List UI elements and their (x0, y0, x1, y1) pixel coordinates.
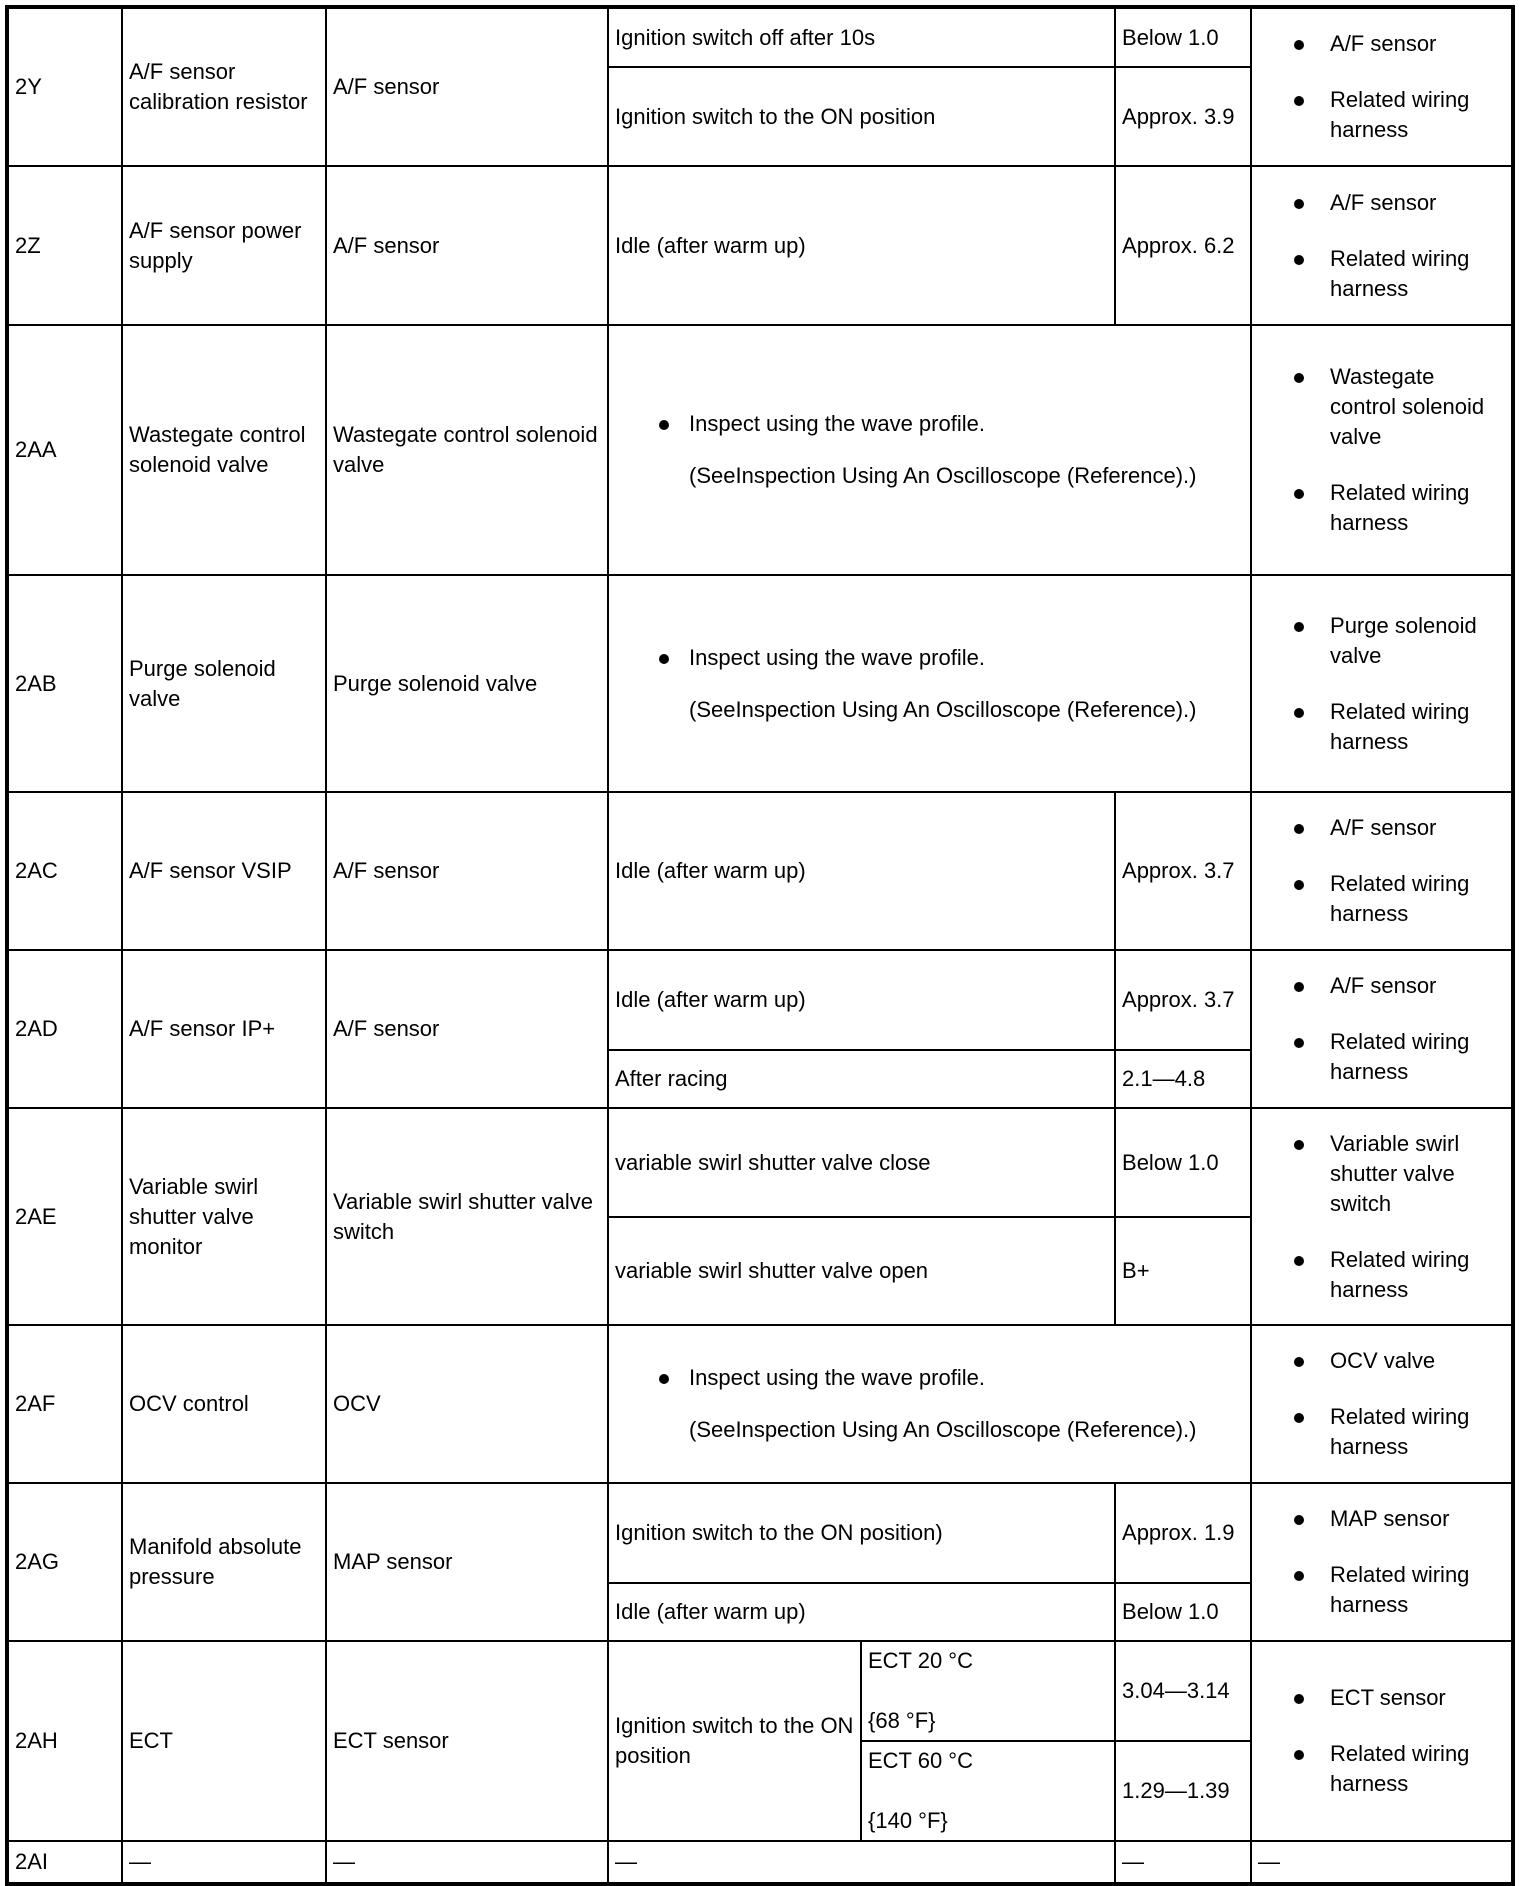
cause-item: Related wiring harness (1258, 869, 1505, 929)
signal-cell: Purge solenoid valve (122, 575, 326, 792)
table-row-2ac (7, 792, 1513, 950)
condition-cell: variable swirl shutter valve close (608, 1108, 1115, 1217)
voltage-cell: B+ (1115, 1217, 1251, 1325)
voltage-cell: Below 1.0 (1115, 7, 1251, 67)
condition-cell: Ignition switch to the ON position (608, 67, 1115, 166)
connected-to-cell: Wastegate control solenoid valve (326, 325, 608, 575)
ect-condition-cell (861, 1641, 1115, 1741)
connected-to-cell: Purge solenoid valve (326, 575, 608, 792)
wave-profile-cell (608, 325, 1251, 575)
bullet-icon (1294, 199, 1304, 209)
oscilloscope-reference-link[interactable]: (SeeInspection Using An Oscilloscope (Reference).) (689, 696, 1197, 722)
condition-cell: After racing (608, 1050, 1115, 1108)
bullet-icon (1294, 40, 1304, 50)
bullet-icon (1294, 489, 1304, 499)
condition-cell: — (608, 1841, 1115, 1884)
condition-cell: Idle (after warm up) (608, 166, 1115, 325)
signal-cell: A/F sensor IP+ (122, 950, 326, 1108)
signal-cell: A/F sensor power supply (122, 166, 326, 325)
cause-item: Related wiring harness (1258, 244, 1505, 304)
possible-cause-cell (1251, 325, 1513, 575)
voltage-cell: Below 1.0 (1115, 1583, 1251, 1641)
bullet-icon (1294, 982, 1304, 992)
bullet-icon (659, 1374, 669, 1384)
possible-cause-cell (1251, 575, 1513, 792)
voltage-cell: Approx. 6.2 (1115, 166, 1251, 325)
condition-cell: Idle (after warm up) (608, 1583, 1115, 1641)
terminal-cell: 2AC (7, 792, 122, 950)
cause-item: A/F sensor (1258, 971, 1505, 1001)
terminal-cell: 2Y (7, 7, 122, 166)
possible-cause-cell (1251, 1483, 1513, 1641)
connected-to-cell: A/F sensor (326, 792, 608, 950)
signal-cell: A/F sensor calibration resistor (122, 7, 326, 166)
terminal-cell: 2Z (7, 166, 122, 325)
connected-to-cell: ECT sensor (326, 1641, 608, 1841)
possible-cause-cell (1251, 950, 1513, 1108)
possible-cause-cell (1251, 1325, 1513, 1483)
signal-cell: Manifold absolute pressure (122, 1483, 326, 1641)
signal-cell: OCV control (122, 1325, 326, 1483)
connected-to-cell: A/F sensor (326, 950, 608, 1108)
connected-to-cell: A/F sensor (326, 166, 608, 325)
bullet-icon (1294, 1750, 1304, 1760)
oscilloscope-reference-link[interactable]: (SeeInspection Using An Oscilloscope (Reference).) (689, 463, 1197, 488)
table-row-2ah (7, 1641, 1513, 1741)
possible-cause-cell (1251, 7, 1513, 166)
signal-cell: Wastegate control solenoid valve (122, 325, 326, 575)
cause-item: ECT sensor (1258, 1683, 1505, 1713)
terminal-cell: 2AF (7, 1325, 122, 1483)
terminal-cell: 2AG (7, 1483, 122, 1641)
cause-item: Related wiring harness (1258, 1739, 1505, 1799)
table-row-2ae (7, 1108, 1513, 1217)
bullet-icon (1294, 1256, 1304, 1266)
voltage-cell: 1.29—1.39 (1115, 1741, 1251, 1841)
bullet-icon (1294, 96, 1304, 106)
possible-cause-cell (1251, 1108, 1513, 1325)
wave-profile-cell (608, 575, 1251, 792)
voltage-cell: 2.1—4.8 (1115, 1050, 1251, 1108)
wave-instruction: Inspect using the wave profile. (689, 644, 985, 670)
wave-instruction: Inspect using the wave profile. (689, 1365, 985, 1390)
table-row-2ad (7, 950, 1513, 1050)
possible-cause-cell (1251, 1641, 1513, 1841)
connected-to-cell: Variable swirl shutter valve switch (326, 1108, 608, 1325)
bullet-icon (1294, 1357, 1304, 1367)
terminal-cell: 2AB (7, 575, 122, 792)
signal-cell: A/F sensor VSIP (122, 792, 326, 950)
table-row-2aa (7, 325, 1513, 575)
cause-item: A/F sensor (1258, 188, 1505, 218)
cause-item: MAP sensor (1258, 1504, 1505, 1534)
terminal-cell: 2AI (7, 1841, 122, 1884)
bullet-icon (1294, 1571, 1304, 1581)
bullet-icon (1294, 1140, 1304, 1150)
ect-temp-celsius: ECT 60 °C (868, 1748, 973, 1773)
cause-item: Related wiring harness (1258, 697, 1505, 757)
cause-item: Variable swirl shutter valve switch (1258, 1129, 1505, 1219)
voltage-cell: Approx. 3.9 (1115, 67, 1251, 166)
possible-cause-cell: — (1251, 1841, 1513, 1884)
bullet-icon (659, 420, 669, 430)
signal-cell: Variable swirl shutter valve monitor (122, 1108, 326, 1325)
cause-item: Related wiring harness (1258, 1245, 1505, 1305)
signal-cell: ECT (122, 1641, 326, 1841)
cause-item: OCV valve (1258, 1346, 1505, 1376)
bullet-icon (659, 654, 669, 664)
ect-temp-fahrenheit: {68 °F} (868, 1708, 936, 1733)
table-row-2ag (7, 1483, 1513, 1583)
table-row-2af (7, 1325, 1513, 1483)
voltage-cell: Below 1.0 (1115, 1108, 1251, 1217)
oscilloscope-reference-link[interactable]: (SeeInspection Using An Oscilloscope (Reference).) (689, 1417, 1197, 1442)
ect-condition-cell (861, 1741, 1115, 1841)
cause-item: Related wiring harness (1258, 1027, 1505, 1087)
connected-to-cell: — (326, 1841, 608, 1884)
cause-item: Related wiring harness (1258, 85, 1505, 145)
table-row-2ai (7, 1841, 1513, 1884)
terminal-cell: 2AA (7, 325, 122, 575)
cause-item: A/F sensor (1258, 813, 1505, 843)
voltage-cell: — (1115, 1841, 1251, 1884)
possible-cause-cell (1251, 166, 1513, 325)
table-row-2y (7, 7, 1513, 67)
terminal-voltage-table (5, 5, 1515, 1886)
bullet-icon (1294, 880, 1304, 890)
connected-to-cell: MAP sensor (326, 1483, 608, 1641)
condition-cell: Ignition switch off after 10s (608, 7, 1115, 67)
ect-temp-celsius: ECT 20 °C (868, 1648, 973, 1673)
possible-cause-cell (1251, 792, 1513, 950)
cause-item: Related wiring harness (1258, 1402, 1505, 1462)
wave-instruction: Inspect using the wave profile. (689, 411, 985, 436)
condition-cell: Ignition switch to the ON position) (608, 1483, 1115, 1583)
terminal-cell: 2AD (7, 950, 122, 1108)
ect-temp-fahrenheit: {140 °F} (868, 1808, 948, 1833)
voltage-cell: Approx. 3.7 (1115, 950, 1251, 1050)
terminal-cell: 2AE (7, 1108, 122, 1325)
bullet-icon (1294, 255, 1304, 265)
condition-cell: Ignition switch to the ON position (608, 1641, 861, 1841)
bullet-icon (1294, 373, 1304, 383)
wave-profile-cell (608, 1325, 1251, 1483)
cause-item: Related wiring harness (1258, 478, 1505, 538)
cause-item: Purge solenoid valve (1258, 611, 1505, 671)
condition-cell: Idle (after warm up) (608, 950, 1115, 1050)
bullet-icon (1294, 824, 1304, 834)
bullet-icon (1294, 1413, 1304, 1423)
bullet-icon (1294, 1694, 1304, 1704)
cause-item: Wastegate control solenoid valve (1258, 362, 1505, 452)
signal-cell: — (122, 1841, 326, 1884)
voltage-cell: 3.04—3.14 (1115, 1641, 1251, 1741)
voltage-cell: Approx. 1.9 (1115, 1483, 1251, 1583)
table-row-2z (7, 166, 1513, 325)
cause-item: Related wiring harness (1258, 1560, 1505, 1620)
voltage-cell: Approx. 3.7 (1115, 792, 1251, 950)
condition-cell: variable swirl shutter valve open (608, 1217, 1115, 1325)
bullet-icon (1294, 622, 1304, 632)
table-row-2ab (7, 575, 1513, 792)
condition-cell: Idle (after warm up) (608, 792, 1115, 950)
terminal-cell: 2AH (7, 1641, 122, 1841)
bullet-icon (1294, 1038, 1304, 1048)
connected-to-cell: A/F sensor (326, 7, 608, 166)
connected-to-cell: OCV (326, 1325, 608, 1483)
bullet-icon (1294, 1515, 1304, 1525)
cause-item: A/F sensor (1258, 29, 1505, 59)
terminal-voltage-table-page (5, 5, 1511, 1874)
bullet-icon (1294, 708, 1304, 718)
